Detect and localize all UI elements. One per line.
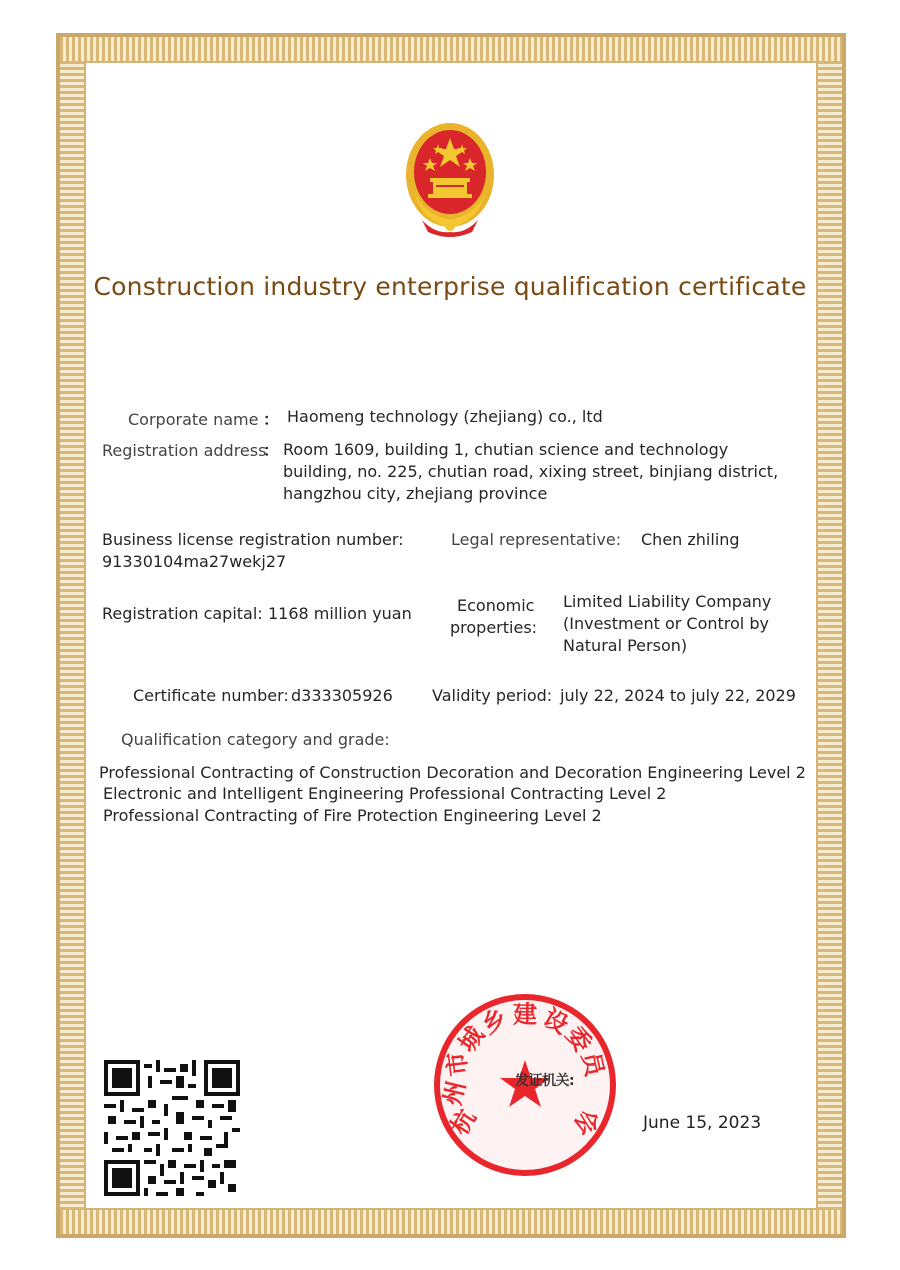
svg-text:城: 城 <box>452 1020 490 1058</box>
legal-representative-value: Chen zhiling <box>641 530 740 549</box>
certificate-title: Construction industry enterprise qualification certificate <box>93 272 807 301</box>
license-number-value: 91330104ma27wekj27 <box>102 552 287 571</box>
validity-period-value: july 22, 2024 to july 22, 2029 <box>560 686 796 705</box>
registration-capital-value: 1168 million yuan <box>268 604 412 623</box>
registration-capital-label: Registration capital: <box>102 604 263 623</box>
svg-text:会: 会 <box>568 1104 606 1140</box>
economic-properties-value: Natural Person) <box>563 636 688 655</box>
economic-properties-label: Economic <box>457 596 535 615</box>
svg-text:市: 市 <box>441 1050 473 1078</box>
registration-address-line: building, no. 225, chutian road, xixing street, binjiang district, <box>283 462 779 481</box>
qualification-label: Qualification category and grade: <box>121 730 390 749</box>
national-emblem-icon <box>400 120 500 240</box>
corporate-name-value: Haomeng technology (zhejiang) co., ltd <box>287 407 603 426</box>
svg-text:州: 州 <box>437 1078 471 1108</box>
svg-text:建: 建 <box>513 999 537 1029</box>
qr-code-icon <box>104 1060 240 1196</box>
registration-address-label: Registration address <box>102 441 267 460</box>
registration-address-separator: ： <box>263 441 280 460</box>
economic-properties-label: properties: <box>450 618 538 637</box>
certificate-number-value: d333305926 <box>291 686 393 705</box>
issuing-authority-label: 发证机关: <box>515 1073 575 1089</box>
legal-representative-label: Legal representative: <box>451 530 622 549</box>
registration-address-line: Room 1609, building 1, chutian science and technology <box>283 440 729 459</box>
qualification-item: Professional Contracting of Construction Decoration and Decoration Engineering Level 2 <box>99 763 806 782</box>
svg-text:乡: 乡 <box>476 1002 512 1040</box>
license-number-label: Business license registration number: <box>102 530 404 549</box>
economic-properties-value: Limited Liability Company <box>563 592 772 611</box>
economic-properties-value: (Investment or Control by <box>563 614 769 633</box>
issue-date: June 15, 2023 <box>643 1113 762 1133</box>
registration-address-line: hangzhou city, zhejiang province <box>283 484 548 503</box>
qualification-item: Electronic and Intelligent Engineering Professional Contracting Level 2 <box>103 784 667 803</box>
corporate-name-separator: ： <box>263 410 280 429</box>
svg-text:杭: 杭 <box>444 1104 482 1140</box>
svg-text:员: 员 <box>576 1049 610 1079</box>
corporate-name-label: Corporate name <box>128 410 259 429</box>
qualification-item: Professional Contracting of Fire Protection Engineering Level 2 <box>103 806 602 825</box>
svg-text:委: 委 <box>560 1020 598 1058</box>
svg-text:设: 设 <box>538 1002 574 1040</box>
validity-period-label: Validity period: <box>432 686 553 705</box>
certificate-number-label: Certificate number: <box>133 686 289 705</box>
